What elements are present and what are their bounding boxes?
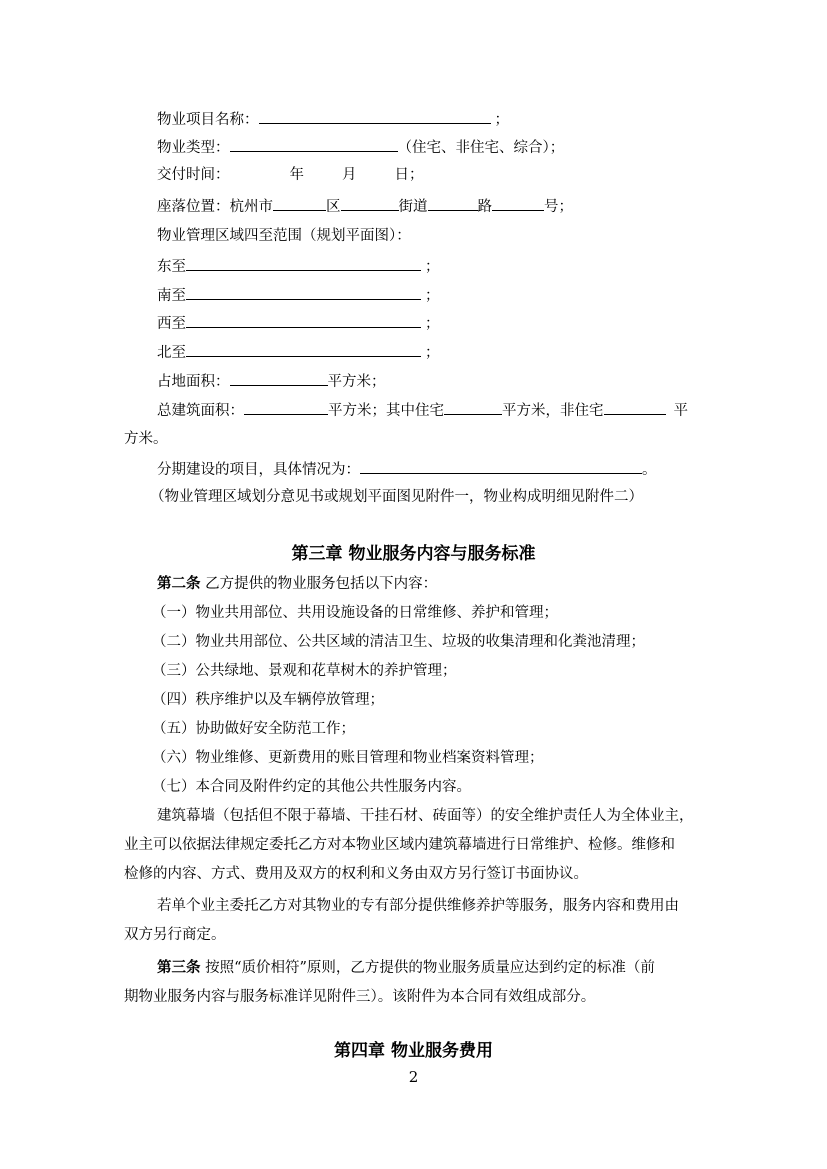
total-area-mid: 平方米；其中住宅 [328, 403, 444, 419]
attachment-note [150, 487, 643, 507]
list-item: （四）秩序维护以及车辆停放管理； [152, 692, 384, 708]
east-label: 东至 [157, 259, 186, 275]
property-type-options: （住宅、非住宅、综合）； [397, 140, 565, 156]
east-blank [186, 256, 421, 271]
land-area-blank [230, 371, 328, 386]
owner-service-paragraph-line-1: 若单个业主委托乙方对其物业的专有部分提供维修养护等服务，服务内容和费用由 [157, 898, 679, 914]
north-blank [186, 342, 421, 357]
south-blank [186, 285, 421, 300]
north-sep: ； [425, 345, 440, 361]
article-2-label: 第二条 [157, 576, 201, 592]
land-area-label: 占地面积： [157, 374, 230, 390]
curtain-wall-paragraph-line-1: 建筑幕墙（包括但不限于幕墙、干挂石材、砖面等）的安全维护责任人为全体业主， [157, 808, 694, 824]
phased-blank [360, 459, 642, 474]
street-label: 街道 [398, 199, 428, 215]
article-3-text: 按照“质价相符”原则，乙方提供的物业服务质量应达到约定的标准（前 [200, 960, 655, 976]
list-item: （二）物业共用部位、公共区域的清洁卫生、垃圾的收集清理和化粪池清理； [152, 634, 645, 650]
phased-label: 分期建设的项目，具体情况为： [157, 462, 360, 478]
south-sep: ； [425, 288, 440, 304]
list-item: （三）公共绿地、景观和花草树木的养护管理； [152, 663, 457, 679]
residential-blank [444, 400, 502, 415]
property-type-blank [230, 137, 398, 152]
delivery-time-line [157, 165, 424, 185]
total-area-wrap-text: 方米。 [124, 431, 168, 447]
article-3-line-2: 期物业服务内容与服务标准详见附件三）。该附件为本合同有效组成部分。 [124, 989, 596, 1005]
west-line [157, 313, 440, 334]
street-blank [341, 196, 399, 211]
district-blank [273, 196, 326, 211]
road-label: 路 [477, 199, 492, 215]
curtain-wall-paragraph-line-2: 业主可以依据法律规定委托乙方对本物业区域内建筑幕墙进行日常维护、检修。维修和 [124, 837, 675, 853]
property-type-line [157, 137, 564, 158]
project-name-end: ； [494, 112, 509, 128]
location-line [157, 196, 573, 217]
total-area-wrap [124, 429, 168, 449]
property-type-label: 物业类型： [157, 140, 230, 156]
day-label: 日； [394, 167, 424, 183]
east-sep: ； [425, 259, 440, 275]
phased-end: 。 [642, 462, 657, 478]
west-sep: ； [425, 316, 440, 332]
total-area-line [157, 400, 688, 421]
boundary-label: 物业管理区域四至范围（规划平面图）： [157, 228, 411, 244]
road-blank [428, 196, 478, 211]
article-3-line-1 [157, 958, 655, 978]
list-item: （七）本合同及附件约定的其他公共性服务内容。 [152, 779, 471, 795]
project-name-blank [259, 109, 491, 124]
project-name-line [157, 109, 509, 130]
phased-line [157, 459, 657, 480]
article-3-label: 第三条 [157, 960, 201, 976]
south-label: 南至 [157, 288, 186, 304]
owner-service-paragraph-line-2: 双方另行商定。 [124, 927, 226, 943]
west-label: 西至 [157, 316, 186, 332]
land-area-unit: 平方米； [327, 374, 386, 390]
article-2-text: 乙方提供的物业服务包括以下内容： [200, 576, 438, 592]
number-label: 号； [544, 199, 573, 215]
south-line [157, 285, 440, 306]
total-area-blank [244, 400, 328, 415]
list-item: （五）协助做好安全防范工作； [152, 721, 355, 737]
list-item: （六）物业维修、更新费用的账目管理和物业档案资料管理； [152, 750, 544, 766]
land-area-line [157, 371, 386, 392]
nonres-blank [604, 400, 666, 415]
project-name-label: 物业项目名称： [157, 112, 259, 128]
district-label: 区 [326, 199, 341, 215]
curtain-wall-paragraph-line-3: 检修的内容、方式、费用及双方的权利和义务由双方另行签订书面协议。 [124, 866, 588, 882]
east-line [157, 256, 440, 277]
list-item: （一）物业共用部位、共用设施设备的日常维修、养护和管理； [152, 605, 558, 621]
attachment-note-text: （物业管理区域划分意见书或规划平面图见附件一，物业构成明细见附件二） [150, 489, 643, 505]
boundary-heading [157, 226, 411, 246]
chapter-4-title: 第四章 物业服务费用 [334, 1041, 493, 1061]
month-label: 月 [342, 167, 357, 183]
article-2-line [157, 574, 437, 594]
north-label: 北至 [157, 345, 186, 361]
total-area-label: 总建筑面积： [157, 403, 244, 419]
number-blank [492, 196, 544, 211]
north-line [157, 342, 440, 363]
nonres-end: 平 [673, 403, 688, 419]
year-label: 年 [289, 167, 304, 183]
page-number: 2 [408, 1068, 419, 1086]
delivery-label: 交付时间： [157, 167, 230, 183]
chapter-3-title: 第三章 物业服务内容与服务标准 [291, 544, 536, 564]
west-blank [186, 313, 421, 328]
location-label: 座落位置：杭州市 [157, 199, 273, 215]
residential-mid: 平方米，非住宅 [502, 403, 604, 419]
